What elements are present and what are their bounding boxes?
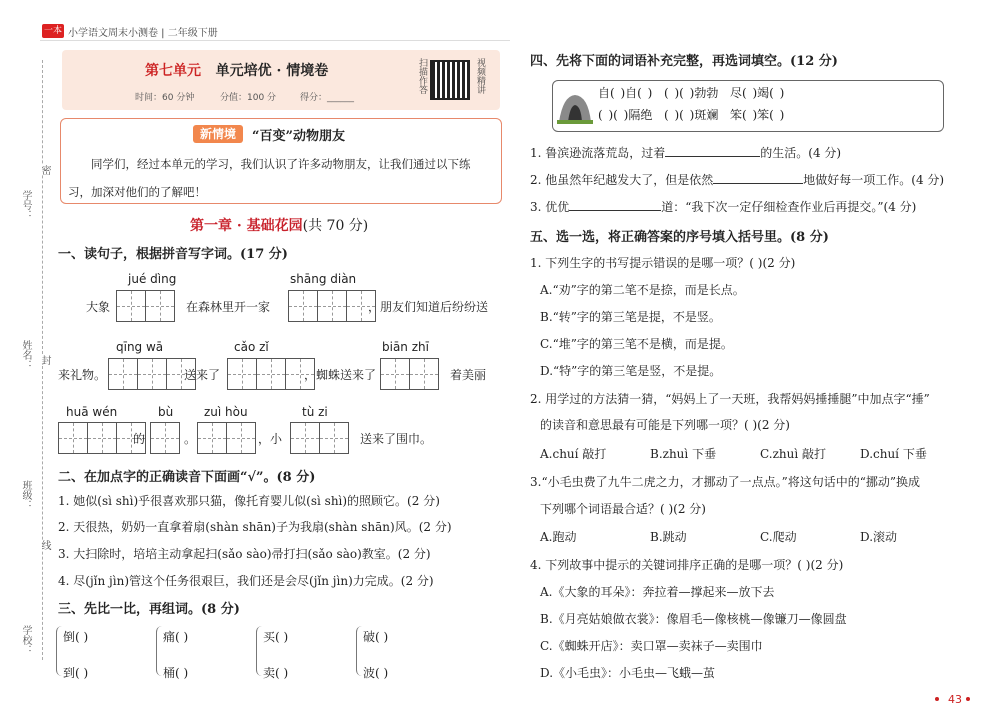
class-label: 班级： [20,480,31,510]
student-no-label: 学号： [20,190,31,220]
pinyin-jueding: jué dìng [128,272,177,286]
page-dot [935,697,939,701]
scan-label: 扫描作答 [417,58,427,94]
answer-grid[interactable] [290,422,348,454]
q5-question: 的读音和意思最有可能是下列哪一项？( )(2 分) [540,418,790,432]
q5-option[interactable]: D.“特”字的第三笔是竖，不是提。 [540,364,722,378]
q5-option[interactable]: B.跳动 [650,530,687,544]
pinyin-zuihou: zuì hòu [204,405,248,419]
pinyin-caozi: cǎo zǐ [234,340,269,354]
brace [156,626,163,676]
got-info: 得分：______ [300,93,355,103]
q3-word[interactable]: 破( ) [363,630,389,644]
q5-option[interactable]: A.“劝”字的第二笔不是捺，而是长点。 [540,283,745,297]
chapter-title: 第一章 · 基础花园(共 70 分) [190,218,369,234]
q4-row1: 自( )自( ) ( )( )勃勃 尽( )竭( ) [598,86,785,100]
q5-option[interactable]: B.zhuì 下垂 [650,447,717,461]
q5-question: 下列哪个词语最合适？( )(2 分) [540,502,706,516]
q5-option[interactable]: D.《小毛虫》：小毛虫—飞蛾—茧 [540,666,716,680]
name-label: 姓名： [20,340,31,370]
q1-heading: 一、读句子，根据拼音写字词。(17 分) [58,247,288,262]
q5-option[interactable]: C.《蜘蛛开店》：卖口罩—卖袜子—卖围巾 [540,639,763,653]
seal-feng: 封 [39,355,50,365]
q1-text: 着美丽 [450,368,487,382]
q1-text: ，小 [258,432,283,446]
q5-option[interactable]: A.跑动 [540,530,577,544]
q5-heading: 五、选一选，将正确答案的序号填入括号里。(8 分) [530,230,829,245]
q2-heading: 二、在加点字的正确读音下面画“√”。(8 分) [58,470,316,485]
time-info: 时间：60 分钟 [135,93,195,103]
seal-xian: 线 [39,540,50,550]
q1-text: ，朋友们知道后纷纷送 [368,300,489,314]
new-scenario-badge: 新情境 [193,125,243,143]
q3-word[interactable]: 到( ) [63,666,89,680]
q3-word[interactable]: 倒( ) [63,630,89,644]
q3-word[interactable]: 卖( ) [263,666,289,680]
q5-question: 3.“小毛虫费了九牛二虎之力，才挪动了一点点。”将这句话中的“挪动”换成 [530,475,920,489]
brand-logo: 一本 [43,26,62,36]
q3-word[interactable]: 买( ) [263,630,289,644]
q5-option[interactable]: C.爬动 [760,530,797,544]
q5-question: 1. 下列生字的书写提示错误的是哪一项？( )(2 分) [530,256,796,270]
q4-heading: 四、先将下面的词语补充完整，再选词填空。(12 分) [530,54,838,69]
q3-word[interactable]: 桶( ) [163,666,189,680]
q2-item[interactable]: 4. 尽(jǐn jìn)管这个任务很艰巨，我们还是会尽(jǐn jìn)力完成。(2 分) [58,574,434,588]
video-label: 视频精讲 [475,58,485,94]
page-dot [966,697,970,701]
intro-text: 同学们，经过本单元的学习，我们认识了许多动物朋友，让我们通过以下练习，加深对他们的了解吧！ [68,157,471,199]
pinyin-shangdian: shāng diàn [290,272,357,286]
q2-item[interactable]: 3. 大扫除时，培培主动拿起扫(sǎo sào)帚打扫(sǎo sào)教室。(2 分) [58,547,431,561]
pinyin-tuzi: tù zi [302,405,328,419]
series-title: 小学语文周末小测卷 | 二年级下册 [68,28,218,39]
qr-code-icon[interactable] [430,60,470,100]
q1-text: 送来了围巾。 [360,432,433,446]
seal-mi: 密 [39,165,50,175]
q1-text: 来礼物。 [58,368,107,382]
q1-text: 大象 [86,300,111,314]
q2-item[interactable]: 2. 天很热，奶奶一直拿着扇(shàn shān)子为我扇(shàn shān)风。(2 分) [58,520,452,534]
q5-question: 4. 下列故事中提示的关键词排序正确的是哪一项？( )(2 分) [530,558,844,572]
q5-option[interactable]: A.《大象的耳朵》：奔拉着—撑起来—放下去 [540,585,775,599]
blank-field[interactable] [569,210,661,211]
q5-option[interactable]: C.zhuì 敲打 [760,447,827,461]
answer-grid[interactable] [380,358,438,390]
q5-question: 2. 用学过的方法猜一猜，“妈妈上了一天班，我帮妈妈捶捶腿”中加点字“捶” [530,392,930,406]
q3-heading: 三、先比一比，再组词。(8 分) [58,602,240,617]
answer-grid[interactable] [108,358,195,390]
q5-option[interactable]: B.“转”字的第三笔是提，不是竖。 [540,310,721,324]
school-label: 学校： [20,625,31,655]
q5-option[interactable]: A.chuí 敲打 [540,447,607,461]
q5-option[interactable]: B.《月亮姑娘做衣裳》：像眉毛—像核桃—像镰刀—像圆盘 [540,612,847,626]
q4-row2: ( )( )隔绝 ( )( )斑斓 笨( )笨( ) [598,108,785,122]
cave-icon [557,92,593,124]
q1-text: ，蜘蛛送来了 [304,368,377,382]
brace [356,626,363,676]
pinyin-bianzhi: biān zhī [382,340,429,354]
brace [56,626,63,676]
answer-grid[interactable] [197,422,255,454]
score-info: 分值：100 分 [220,93,277,103]
q1-text: 的 [133,432,146,446]
q5-option[interactable]: C.“堆”字的第三笔不是横，而是提。 [540,337,733,351]
q1-text: 送来了 [184,368,221,382]
answer-grid[interactable] [150,422,179,454]
answer-grid[interactable] [227,358,314,390]
q1-text: 。 [184,432,197,446]
answer-grid[interactable] [116,290,174,322]
intro-title: “百变”动物朋友 [252,129,345,144]
pinyin-bu: bù [158,405,174,419]
blank-field[interactable] [713,183,803,184]
q2-item[interactable]: 1. 她似(sì shì)乎很喜欢那只猫，像托育婴儿似(sì shì)的照顾它。(2 分) [58,494,440,508]
q3-word[interactable]: 波( ) [363,666,389,680]
q1-text: 在森林里开一家 [186,300,271,314]
q4-item: 1. 鲁滨逊流落荒岛，过着 的生活。(4 分) [530,146,842,160]
q5-option[interactable]: D.滚动 [860,530,898,544]
answer-grid[interactable] [58,422,145,454]
q5-option[interactable]: D.chuí 下垂 [860,447,927,461]
q3-word[interactable]: 痛( ) [163,630,189,644]
q4-item: 2. 他虽然年纪越发大了，但是依然 地做好每一项工作。(4 分) [530,173,945,187]
answer-grid[interactable] [288,290,375,322]
unit-title: 第七单元 单元培优 · 情境卷 [145,63,329,79]
top-divider [40,40,510,41]
blank-field[interactable] [665,156,760,157]
brace [256,626,263,676]
pinyin-huawen: huā wén [66,405,118,419]
pinyin-qingwa: qīng wā [116,340,164,354]
page-number: 43 [948,693,962,706]
q4-item: 3. 优优 道：“我下次一定仔细检查作业后再提交。”(4 分) [530,200,917,214]
